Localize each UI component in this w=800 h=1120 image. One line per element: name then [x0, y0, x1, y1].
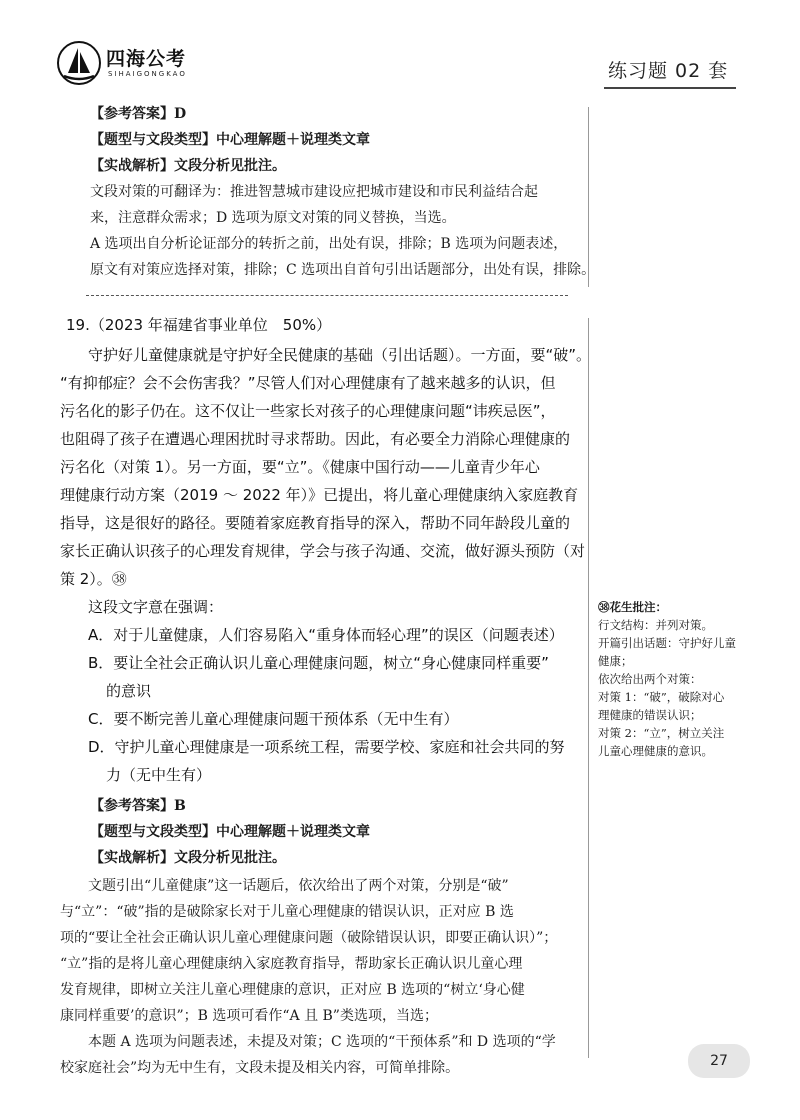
- page-number: 27: [688, 1044, 750, 1078]
- paragraph-line: 文段对策的可翻译为：推进智慧城市建设应把城市建设和市民利益结合起: [90, 184, 538, 200]
- brand-subtitle: SIHAIGONGKAO: [108, 70, 187, 78]
- paragraph-line: A 选项出自分析论证部分的转折之前，出处有误，排除；B 选项为问题表述，: [90, 236, 568, 252]
- passage-line: 污名化的影子仍在。这不仅让一些家长对孩子的心理健康问题“讳疾忌医”，: [60, 402, 556, 420]
- option-d-continued: 力（无中生有）: [106, 766, 212, 784]
- passage-line: 指导，这是很好的路径。要随着家庭教育指导的深入，帮助不同年龄段儿童的: [60, 514, 571, 532]
- explanation-line: 与“立”：“破”指的是破除家长对于儿童心理健康的错误认识，正对应 B 选: [60, 904, 514, 920]
- analysis-line: 【实战解析】文段分析见批注。: [90, 158, 286, 174]
- paragraph-line: 原文有对策应选择对策，排除；C 选项出自首句引出话题部分，出处有误，排除。: [90, 262, 596, 278]
- side-annotation: [598, 598, 768, 760]
- annotation-line: 开篇引出话题：守护好儿童: [598, 636, 736, 650]
- option-d: D．守护儿童心理健康是一项系统工程，需要学校、家庭和社会共同的努: [88, 738, 565, 756]
- annotation-line: 对策 2：“立”，树立关注: [598, 726, 725, 740]
- passage-line: 策 2）。㊳: [60, 570, 127, 588]
- option-a: A．对于儿童健康，人们容易陷入“重身体而轻心理”的误区（问题表述）: [88, 626, 564, 644]
- brand-logo: [56, 40, 196, 88]
- explanation-line: 康同样重要’的意识”；B 选项可看作“A 且 B”类选项，当选；: [60, 1008, 438, 1024]
- answer-line: 【参考答案】D: [90, 106, 187, 122]
- question-number: 19.（2023 年福建省事业单位 50%）: [66, 316, 332, 334]
- annotation-line: 健康；: [598, 654, 633, 668]
- explanation-line: 项的“要让全社会正确认识儿童心理健康问题（破除错误认识，即要正确认识）”；: [60, 930, 558, 946]
- question-type-line: 【题型与文段类型】中心理解题＋说理类文章: [90, 132, 370, 148]
- annotation-line: 依次给出两个对策：: [598, 672, 702, 686]
- section-divider: [86, 295, 568, 296]
- question-type-line: 【题型与文段类型】中心理解题＋说理类文章: [90, 824, 370, 840]
- option-b: B．要让全社会正确认识儿童心理健康问题，树立“身心健康同样重要”: [88, 654, 549, 672]
- passage-line: “有抑郁症？会不会伤害我？”尽管人们对心理健康有了越来越多的认识，但: [60, 374, 556, 392]
- explanation-line: 文题引出“儿童健康”这一话题后，依次给出了两个对策，分别是“破”: [88, 878, 509, 894]
- analysis-line: 【实战解析】文段分析见批注。: [90, 850, 286, 866]
- annotation-line: 行文结构：并列对策。: [598, 618, 713, 632]
- option-b-continued: 的意识: [106, 682, 152, 700]
- question-stem: 这段文字意在强调：: [88, 598, 224, 616]
- passage-line: 家长正确认识孩子的心理发育规律，学会与孩子沟通、交流，做好源头预防（对: [60, 542, 586, 560]
- paragraph-line: 来，注意群众需求；D 选项为原文对策的同义替换，当选。: [90, 210, 456, 226]
- answer-line: 【参考答案】B: [90, 798, 186, 814]
- option-c: C．要不断完善儿童心理健康问题干预体系（无中生有）: [88, 710, 459, 728]
- explanation-line: “立”指的是将儿童心理健康纳入家庭教育指导，帮助家长正确认识儿童心理: [60, 956, 523, 972]
- passage-line: 理健康行动方案（2019 ～ 2022 年）》已提出，将儿童心理健康纳入家庭教育: [60, 486, 579, 504]
- exercise-set-label: 练习题 02 套: [608, 56, 728, 83]
- annotation-line: 儿童心理健康的意识。: [598, 744, 713, 758]
- annotation-line: 对策 1：“破”，破除对心: [598, 690, 725, 704]
- explanation-line: 本题 A 选项为问题表述，未提及对策；C 选项的“干预体系”和 D 选项的“学: [88, 1034, 556, 1050]
- brand-name: 四海公考: [106, 48, 187, 70]
- passage-line: 也阻碍了孩子在遭遇心理困扰时寻求帮助。因此，有必要全力消除心理健康的: [60, 430, 571, 448]
- annotation-title: ㊳花生批注：: [598, 600, 667, 614]
- explanation-line: 发育规律，即树立关注儿童心理健康的意识，正对应 B 选项的“树立‘身心健: [60, 982, 525, 998]
- margin-rule: [588, 318, 589, 1058]
- explanation-line: 校家庭社会”均为无中生有，文段未提及相关内容，可简单排除。: [60, 1060, 460, 1076]
- passage-line: 污名化（对策 1）。另一方面，要“立”。《健康中国行动——儿童青少年心: [60, 458, 540, 476]
- sail-logo-icon: [56, 40, 102, 86]
- passage-line: 守护好儿童健康就是守护好全民健康的基础（引出话题）。一方面，要“破”。: [88, 346, 592, 364]
- annotation-line: 理健康的错误认识；: [598, 708, 702, 722]
